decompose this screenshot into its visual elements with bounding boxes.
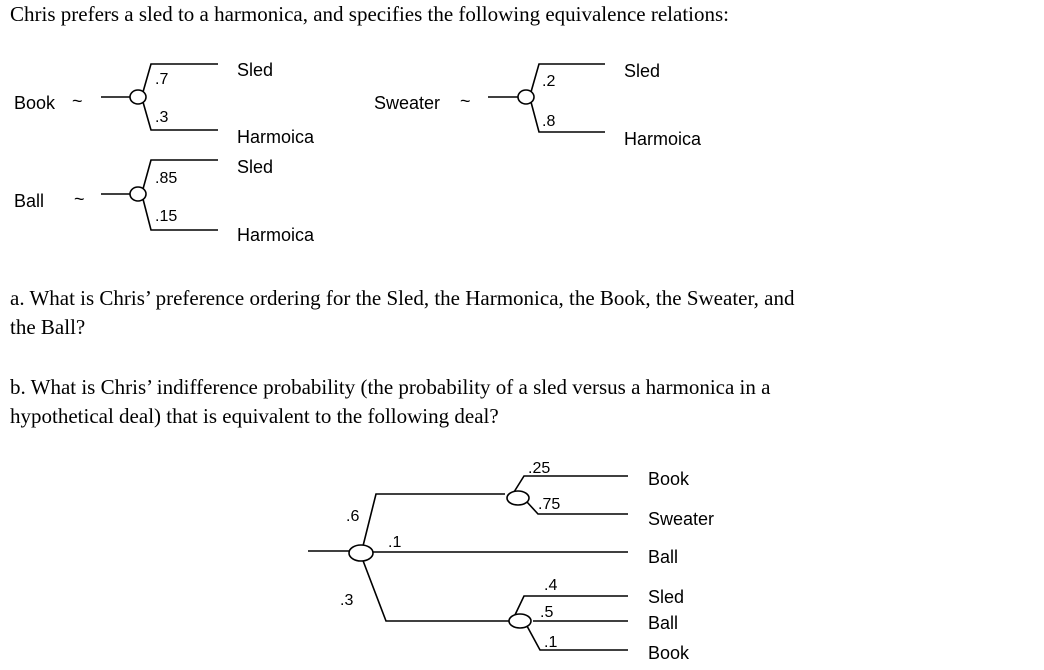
ball-equiv-symbol: ~ bbox=[74, 189, 85, 209]
book-outcome-bottom: Harmoica bbox=[237, 127, 315, 147]
lower-prob-3: .1 bbox=[544, 634, 558, 651]
lower-prob-2: .5 bbox=[540, 604, 554, 621]
book-label: Book bbox=[14, 93, 56, 113]
deal-prob-lower: .3 bbox=[340, 592, 354, 609]
question-b-line-1: b. What is Chris’ indifference probability (the probability of a sled versus a harmonica in a bbox=[10, 375, 771, 399]
deal-prob-middle: .1 bbox=[388, 534, 402, 551]
sweater-outcome-bottom: Harmoica bbox=[624, 129, 702, 149]
book-equiv-symbol: ~ bbox=[72, 91, 83, 111]
ball-prob-top: .85 bbox=[155, 170, 178, 187]
compound-deal-tree bbox=[308, 476, 628, 650]
upper-prob-1: .25 bbox=[528, 460, 551, 477]
deal-prob-upper: .6 bbox=[346, 508, 360, 525]
question-b bbox=[10, 373, 770, 431]
question-a-line-1: a. What is Chris’ preference ordering for the Sled, the Harmonica, the Book, the Sweater, and bbox=[10, 286, 795, 310]
lower-outcome-1: Sled bbox=[648, 587, 685, 607]
lower-outcome-2: Ball bbox=[648, 613, 679, 633]
sweater-prob-top: .2 bbox=[542, 73, 556, 90]
book-outcome-top: Sled bbox=[237, 60, 274, 80]
sweater-prob-bottom: .8 bbox=[542, 113, 556, 130]
ball-prob-bottom: .15 bbox=[155, 208, 178, 225]
ball-label: Ball bbox=[14, 191, 45, 211]
ball-outcome-bottom: Harmoica bbox=[237, 225, 315, 245]
upper-outcome-1: Book bbox=[648, 469, 690, 489]
lower-prob-1: .4 bbox=[544, 577, 558, 594]
upper-outcome-2: Sweater bbox=[648, 509, 715, 529]
sweater-outcome-top: Sled bbox=[624, 61, 661, 81]
middle-outcome: Ball bbox=[648, 547, 679, 567]
ball-outcome-top: Sled bbox=[237, 157, 274, 177]
intro-text: Chris prefers a sled to a harmonica, and specifies the following equivalence relations: bbox=[10, 2, 730, 26]
sweater-label: Sweater bbox=[374, 93, 441, 113]
question-a bbox=[10, 284, 794, 342]
upper-prob-2: .75 bbox=[538, 496, 561, 513]
question-a-line-2: the Ball? bbox=[10, 315, 86, 339]
lower-outcome-3: Book bbox=[648, 643, 690, 663]
book-prob-top: .7 bbox=[155, 71, 169, 88]
book-prob-bottom: .3 bbox=[155, 109, 169, 126]
sweater-equiv-symbol: ~ bbox=[460, 91, 471, 111]
question-b-line-2: hypothetical deal) that is equivalent to the following deal? bbox=[10, 404, 499, 428]
